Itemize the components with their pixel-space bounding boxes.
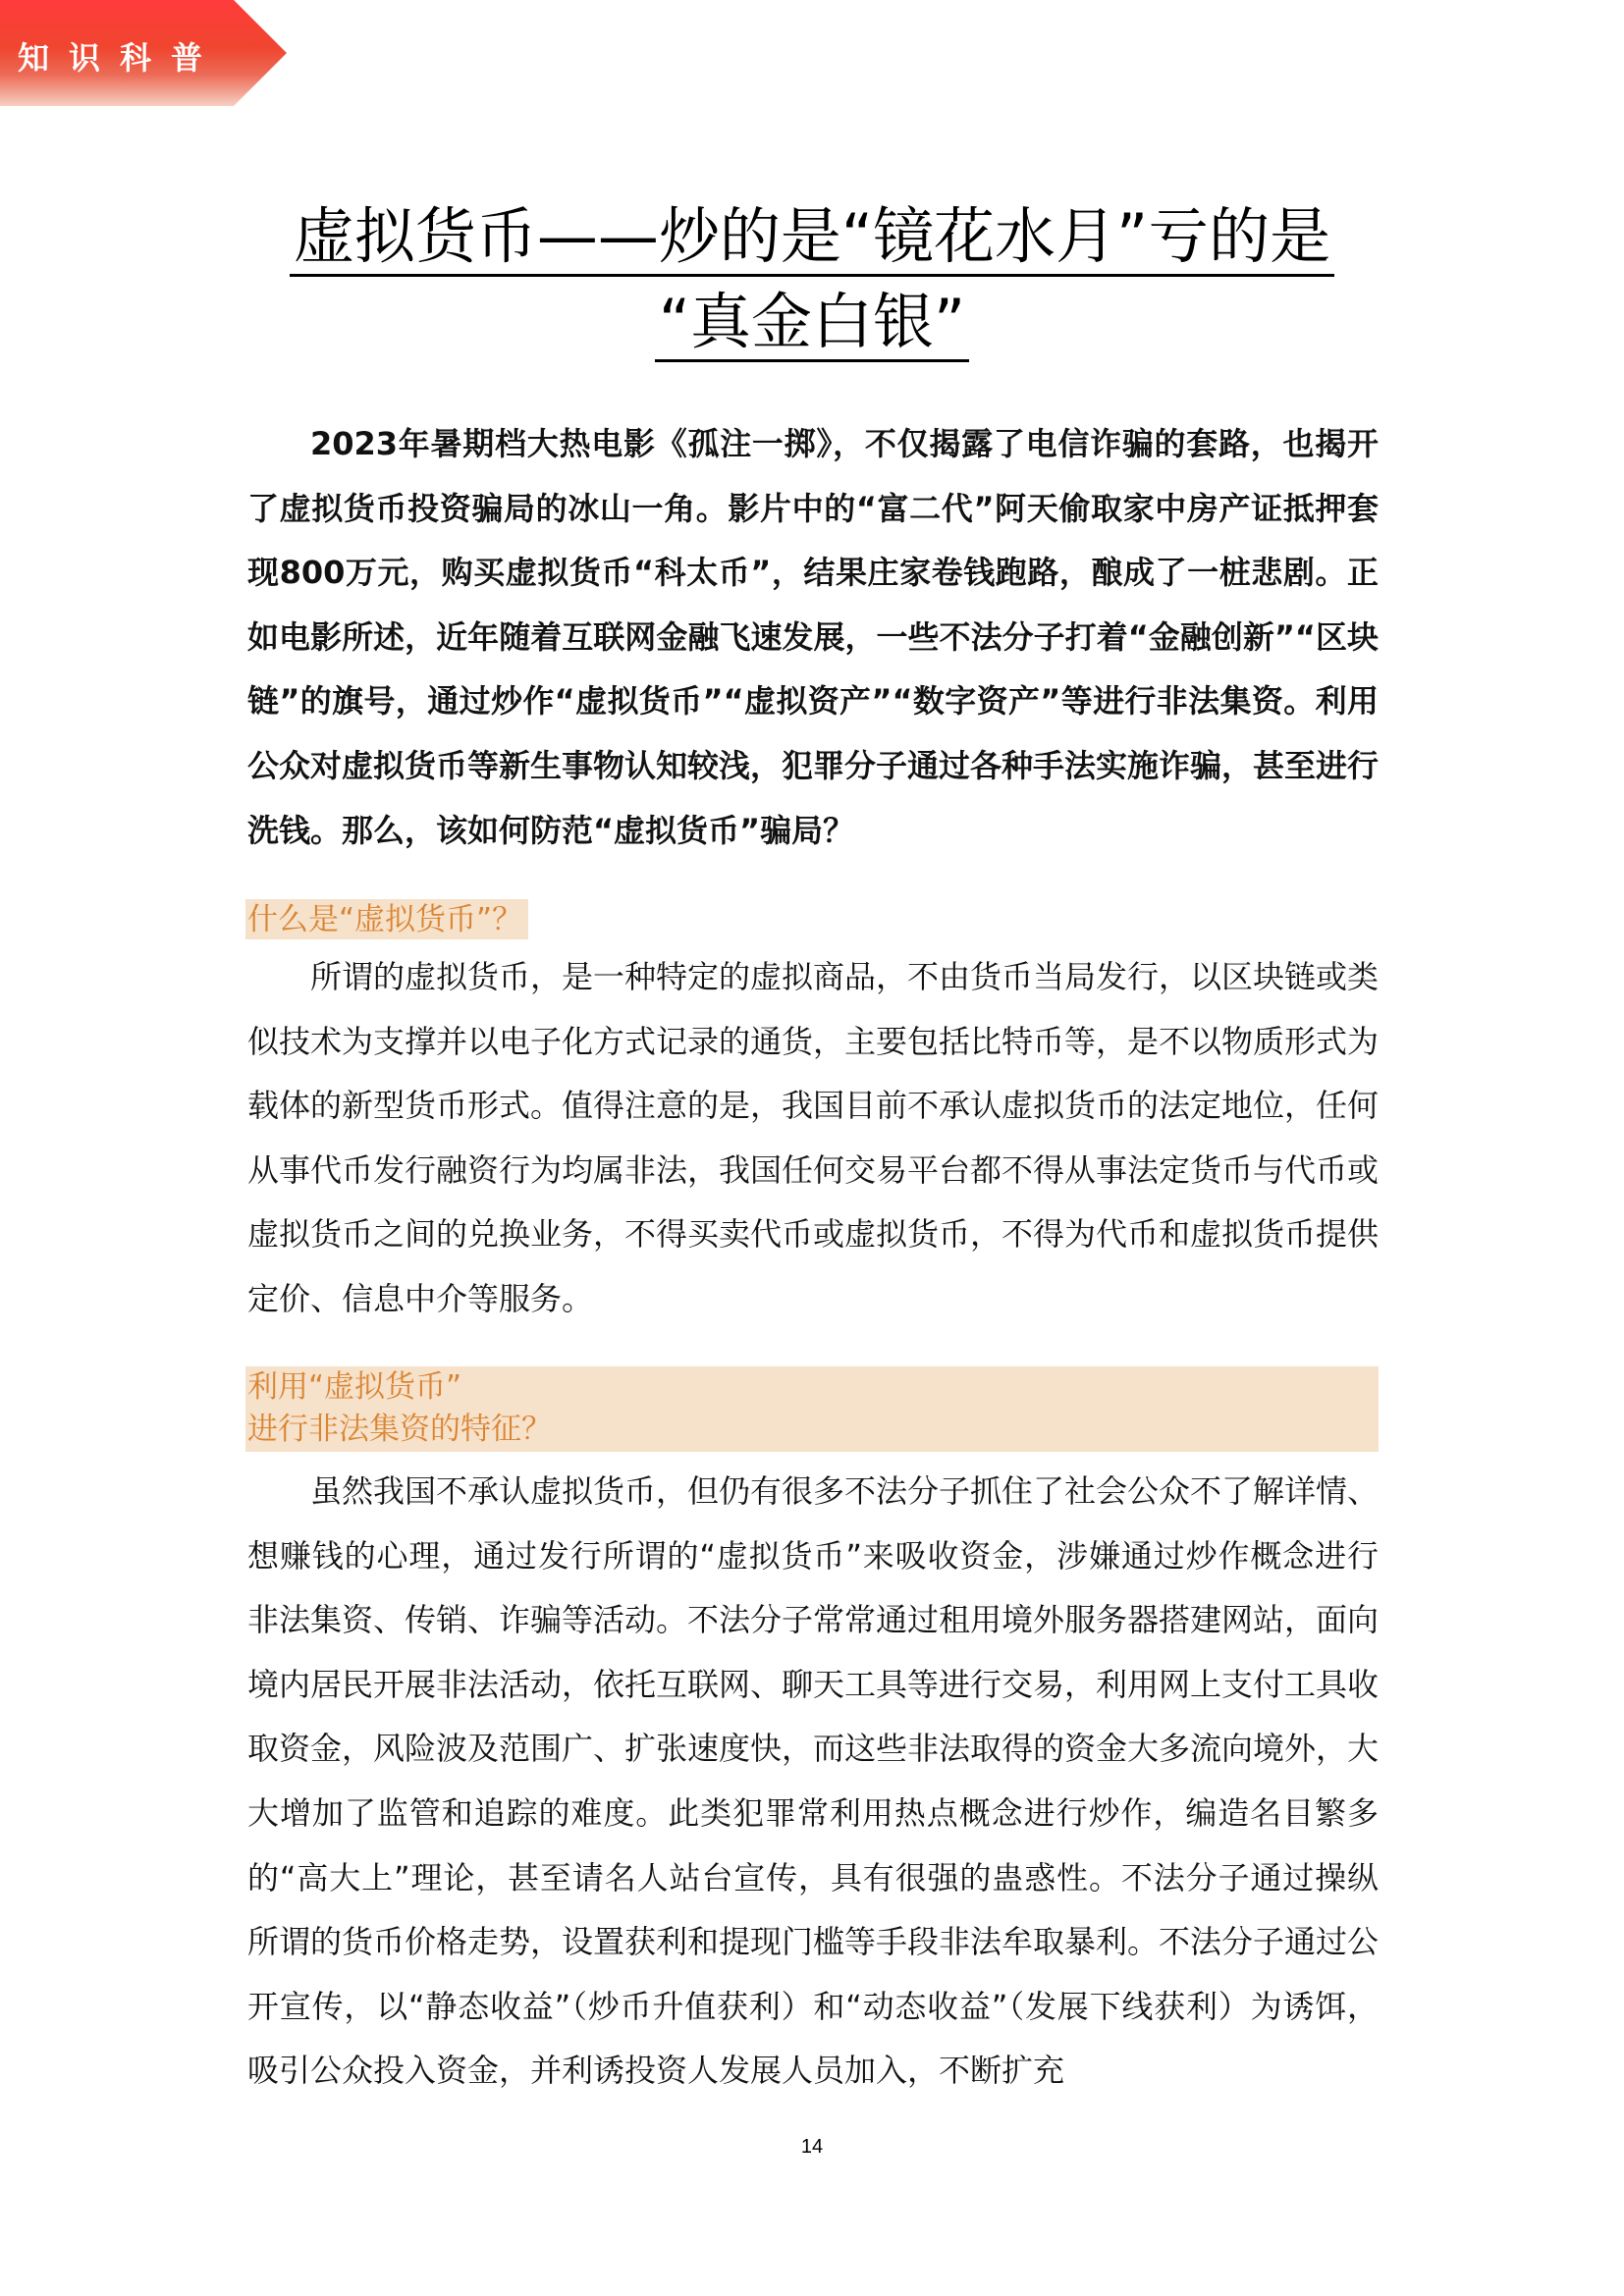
section-body-what-is: 所谓的虚拟货币，是一种特定的虚拟商品，不由货币当局发行，以区块链或类似技术为支撑并以电子化方式记录的通货，主要包括比特币等，是不以物质形式为载体的新型货币形式。值得注意的是，我国目前不承认虚拟货币的法定地位，任何从事代币发行融资行为均属非法，我国任何交易平台都不得从事法定货币与代币或虚拟货币之间的兑换业务，不得买卖代币或虚拟货币，不得为代币和虚拟货币提供定价、信息中介等服务。 [247,958,1380,1317]
intro-paragraph: 2023年暑期档大热电影《孤注一掷》，不仅揭露了电信诈骗的套路，也揭开了虚拟货币投资骗局的冰山一角。影片中的“富二代”阿天偷取家中房产证抵押套现800万元，购买虚拟货币“科太币”，结果庄家卷钱跑路，酿成了一桩悲剧。正如电影所述，近年随着互联网金融飞速发展，一些不法分子打着“金融创新”“区块链”的旗号，通过炒作“虚拟货币”“虚拟资产”“数字资产”等进行非法集资。利用公众对虚拟货币等新生事物认知较浅，犯罪分子通过各种手法实施诈骗，甚至进行洗钱。那么，该如何防范“虚拟货币”骗局？ [247,425,1380,849]
section-heading-features [245,1366,1379,1452]
article-title-line-1 [0,201,1624,272]
section-banner [0,0,287,106]
article-title-line-2 [0,287,1624,357]
section-body-features: 虽然我国不承认虚拟货币，但仍有很多不法分子抓住了社会公众不了解详情、想赚钱的心理，通过发行所谓的“虚拟货币”来吸收资金，涉嫌通过炒作概念进行非法集资、传销、诈骗等活动。不法分子常常通过租用境外服务器搭建网站，面向境内居民开展非法活动，依托互联网、聊天工具等进行交易，利用网上支付工具收取资金，风险波及范围广、扩张速度快，而这些非法取得的资金大多流向境外，大大增加了监管和追踪的难度。此类犯罪常利用热点概念进行炒作，编造名目繁多的“高大上”理论，甚至请名人站台宣传，具有很强的蛊惑性。不法分子通过操纵所谓的货币价格走势，设置获利和提现门槛等手段非法牟取暴利。不法分子通过公开宣传，以“静态收益”（炒币升值获利）和“动态收益”（发展下线获利）为诱饵，吸引公众投入资金，并利诱投资人发展人员加入，不断扩充 [247,1472,1380,2090]
section-heading-line-2: 进行非法集资的特征？ [247,1412,552,1447]
section-heading-what-is [245,899,528,939]
banner-label: 知识科普 [18,39,223,77]
section-heading-text: 什么是“虚拟货币”？ [247,902,523,937]
title-text-1: 虚拟货币——炒的是“镜花水月”亏的是 [290,200,1334,277]
section-heading-line-1: 利用“虚拟货币” [247,1369,462,1405]
page-number: 14 [800,2136,824,2158]
title-text-2: “真金白银” [655,286,969,362]
